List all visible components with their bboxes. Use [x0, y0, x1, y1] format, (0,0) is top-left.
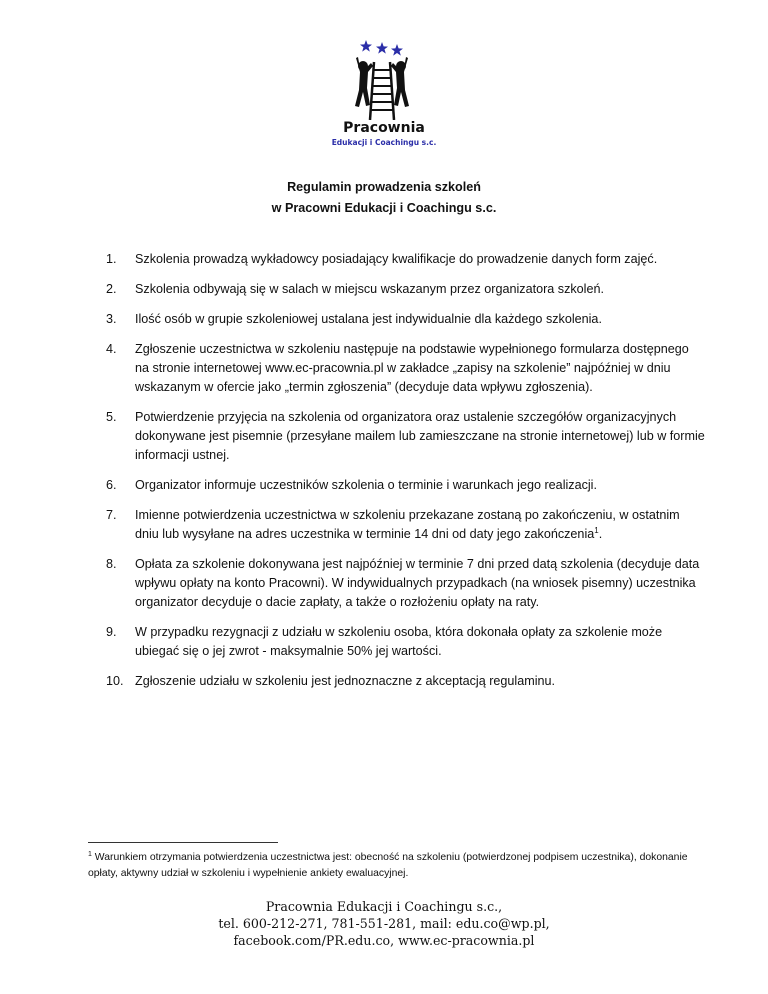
rule-item — [106, 476, 706, 495]
title-line-2: w Pracowni Edukacji i Coachingu s.c. — [271, 201, 497, 215]
rule-text: Zgłoszenie uczestnictwa w szkoleniu następuje na podstawie wypełnionego formularza dostępnego na stronie internetowej www.ec-pracownia.pl w zakładce „zapisy na szkolenie” najpóźniej w dniu wskazanym w ofercie jako „termin zgłoszenia” (decyduje data wpływu zgłoszenia). — [135, 342, 689, 394]
footnote-divider — [88, 842, 278, 843]
rule-item — [106, 250, 706, 269]
rule-item — [106, 340, 706, 397]
rule-item — [106, 672, 706, 691]
ladder-figures-icon — [322, 36, 446, 120]
rule-number: 4. — [106, 342, 117, 356]
rule-item — [106, 310, 706, 329]
footnote-reference[interactable]: 1 — [594, 526, 599, 535]
rule-text: Imienne potwierdzenia uczestnictwa w szkoleniu przekazane zostaną po zakończeniu, w ostatnim dniu lub wysyłane na adres uczestnika w terminie 14 dni od daty jego zakończenia — [135, 508, 680, 541]
star-icon — [391, 44, 403, 56]
rule-number: 7. — [106, 508, 117, 522]
rule-number: 2. — [106, 282, 117, 296]
company-logo — [322, 36, 446, 154]
rule-number: 8. — [106, 557, 117, 571]
star-icon — [376, 42, 388, 54]
rule-item — [106, 280, 706, 299]
footer-line-3: facebook.com/PR.edu.co, www.ec-pracownia.pl — [233, 933, 535, 948]
document-title — [0, 177, 768, 219]
rule-text: Szkolenia prowadzą wykładowcy posiadający kwalifikacje do prowadzenie danych form zajęć. — [135, 252, 658, 266]
rule-item — [106, 623, 706, 661]
rule-text: Zgłoszenie udziału w szkoleniu jest jednoznaczne z akceptacją regulaminu. — [135, 674, 556, 688]
star-icon — [360, 40, 372, 52]
footer-contact — [0, 898, 768, 949]
footnote-text: Warunkiem otrzymania potwierdzenia uczestnictwa jest: obecność na szkoleniu (potwierdzonej podpisem uczestnika), dokonanie opłaty, aktywny udział w szkoleniu i wypełnienie ankiety ewaluacyjnej. — [88, 852, 688, 879]
rule-text: Ilość osób w grupie szkoleniowej ustalana jest indywidualnie dla każdego szkolenia. — [135, 312, 602, 326]
rule-text: Opłata za szkolenie dokonywana jest najpóźniej w terminie 7 dni przed datą szkolenia (decyduje data wpływu opłaty na konto Pracowni). W indywidualnych przypadkach (na wniosek pisemny) uczestnika organizator decyduje o dacie zapłaty, a także o rozłożeniu opłaty na raty. — [135, 557, 700, 609]
rule-number: 5. — [106, 410, 117, 424]
rule-item — [106, 408, 706, 465]
rule-text: W przypadku rezygnacji z udziału w szkoleniu osoba, która dokonała opłaty za szkolenie może ubiegać się o jej zwrot - maksymalnie 50% jej wartości. — [135, 625, 663, 658]
rule-text: Szkolenia odbywają się w salach w miejscu wskazanym przez organizatora szkoleń. — [135, 282, 604, 296]
logo-name: Pracownia — [343, 120, 425, 136]
rule-text: Organizator informuje uczestników szkolenia o terminie i warunkach jego realizacji. — [135, 478, 597, 492]
rule-number: 3. — [106, 312, 117, 326]
rule-item — [106, 506, 706, 544]
title-line-1: Regulamin prowadzenia szkoleń — [287, 180, 481, 194]
rule-number: 10. — [106, 674, 124, 688]
rule-number: 6. — [106, 478, 117, 492]
rule-number: 9. — [106, 625, 117, 639]
rule-number: 1. — [106, 252, 117, 266]
logo-subtitle: Edukacji i Coachingu s.c. — [331, 138, 437, 147]
rule-text: Potwierdzenie przyjęcia na szkolenia od organizatora oraz ustalenie szczegółów organizacyjnych dokonywane jest pisemnie (przesyłane mailem lub zamieszczane na stronie internetowej) lub w formie informacji ustnej. — [135, 410, 705, 462]
footnote-marker: 1 — [88, 851, 92, 858]
rule-item — [106, 555, 706, 612]
rule-text-end: . — [598, 527, 603, 541]
rules-list — [106, 250, 706, 702]
footer-line-1: Pracownia Edukacji i Coachingu s.c., — [265, 899, 503, 914]
footer-line-2: tel. 600-212-271, 781-551-281, mail: edu.co@wp.pl, — [218, 916, 550, 931]
footnote — [88, 850, 688, 882]
